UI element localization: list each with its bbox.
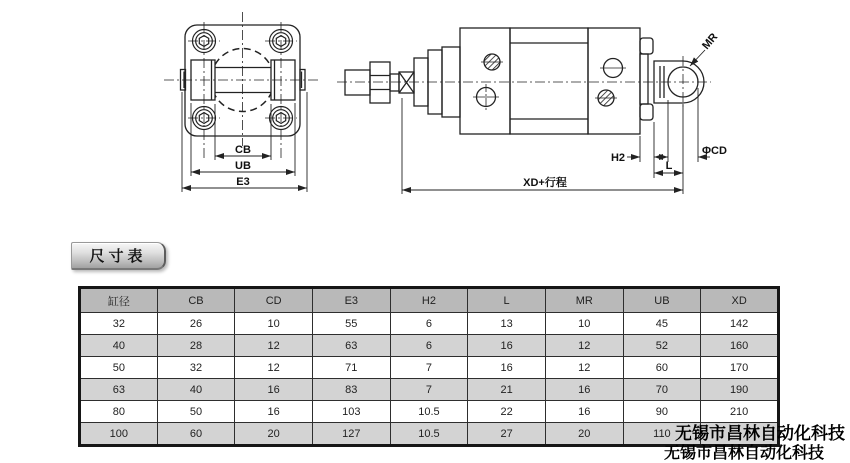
column-header: UB <box>623 288 701 313</box>
table-cell: 7 <box>390 357 468 379</box>
mr-leader <box>690 50 705 66</box>
company-watermark-clipped: 无锡市昌林自动化科技 <box>664 445 825 462</box>
table-cell: 160 <box>701 335 779 357</box>
table-row <box>80 357 779 379</box>
section-title-dimension-table: 尺寸表 <box>71 242 166 270</box>
table-cell: 12 <box>545 335 623 357</box>
dim-label-cb: CB <box>235 144 251 156</box>
table-cell: 70 <box>623 379 701 401</box>
column-header: XD <box>701 288 779 313</box>
table-cell: 12 <box>235 357 313 379</box>
dim-label-e3: E3 <box>236 176 250 188</box>
table-cell: 6 <box>390 313 468 335</box>
table-cell: 52 <box>623 335 701 357</box>
dim-label-h2: H2 <box>610 152 625 164</box>
table-cell: 190 <box>701 379 779 401</box>
table-row <box>80 379 779 401</box>
table-cell: 16 <box>235 379 313 401</box>
dim-label-xd: XD+行程 <box>523 177 567 189</box>
table-row <box>80 401 779 423</box>
table-cell: 80 <box>80 401 158 423</box>
table-cell: 127 <box>312 423 390 446</box>
table-cell: 6 <box>390 335 468 357</box>
table-cell: 13 <box>468 313 546 335</box>
table-cell: 28 <box>157 335 235 357</box>
table-cell: 40 <box>157 379 235 401</box>
company-watermark: 无锡市昌林自动化科技 <box>675 424 845 443</box>
table-cell: 12 <box>545 357 623 379</box>
table-cell: 60 <box>623 357 701 379</box>
dim-label-ub: UB <box>235 160 251 172</box>
column-header: 缸径 <box>80 288 158 313</box>
table-cell: 10.5 <box>390 401 468 423</box>
table-cell: 110 <box>623 423 701 446</box>
table-cell: 26 <box>157 313 235 335</box>
table-row <box>80 335 779 357</box>
cylinder-tube <box>510 28 588 134</box>
table-cell: 32 <box>157 357 235 379</box>
table-cell: 71 <box>312 357 390 379</box>
table-cell: 10 <box>545 313 623 335</box>
table-row <box>80 313 779 335</box>
centerlines <box>337 56 711 108</box>
table-cell: 16 <box>468 357 546 379</box>
column-header: CB <box>157 288 235 313</box>
table-cell: 103 <box>312 401 390 423</box>
side-view-drawing <box>333 8 813 208</box>
table-cell: 55 <box>312 313 390 335</box>
table-cell: 21 <box>468 379 546 401</box>
table-cell: 12 <box>235 335 313 357</box>
table-cell: 63 <box>312 335 390 357</box>
dimension-table-header-row <box>80 288 779 313</box>
rear-head <box>588 28 640 134</box>
dim-label-phicd: ΦCD <box>702 145 727 157</box>
table-cell: 210 <box>701 401 779 423</box>
table-cell: 50 <box>80 357 158 379</box>
table-cell: 83 <box>312 379 390 401</box>
table-cell: 22 <box>468 401 546 423</box>
table-cell: 90 <box>623 401 701 423</box>
table-cell: 100 <box>80 423 158 446</box>
table-cell: 63 <box>80 379 158 401</box>
table-cell: 45 <box>623 313 701 335</box>
rear-clevis <box>640 38 704 120</box>
dim-label-mr: MR <box>700 31 721 52</box>
table-cell: 16 <box>235 401 313 423</box>
table-cell: 7 <box>390 379 468 401</box>
column-header: CD <box>235 288 313 313</box>
column-header: H2 <box>390 288 468 313</box>
table-cell: 170 <box>701 357 779 379</box>
table-cell: 10 <box>235 313 313 335</box>
table-cell: 32 <box>80 313 158 335</box>
table-cell: 27 <box>468 423 546 446</box>
table-cell: 16 <box>545 401 623 423</box>
column-header: E3 <box>312 288 390 313</box>
dimension-table-body <box>80 313 779 446</box>
table-cell: 20 <box>235 423 313 446</box>
front-head <box>460 28 510 134</box>
table-cell: 16 <box>545 379 623 401</box>
table-cell: 20 <box>545 423 623 446</box>
table-cell: 50 <box>157 401 235 423</box>
front-view-drawing <box>158 8 348 208</box>
table-cell: 60 <box>157 423 235 446</box>
table-cell: 10.5 <box>390 423 468 446</box>
column-header: MR <box>545 288 623 313</box>
dim-label-l: L <box>665 160 673 172</box>
column-header: L <box>468 288 546 313</box>
table-cell: 142 <box>701 313 779 335</box>
table-cell: 40 <box>80 335 158 357</box>
table-cell: 16 <box>468 335 546 357</box>
